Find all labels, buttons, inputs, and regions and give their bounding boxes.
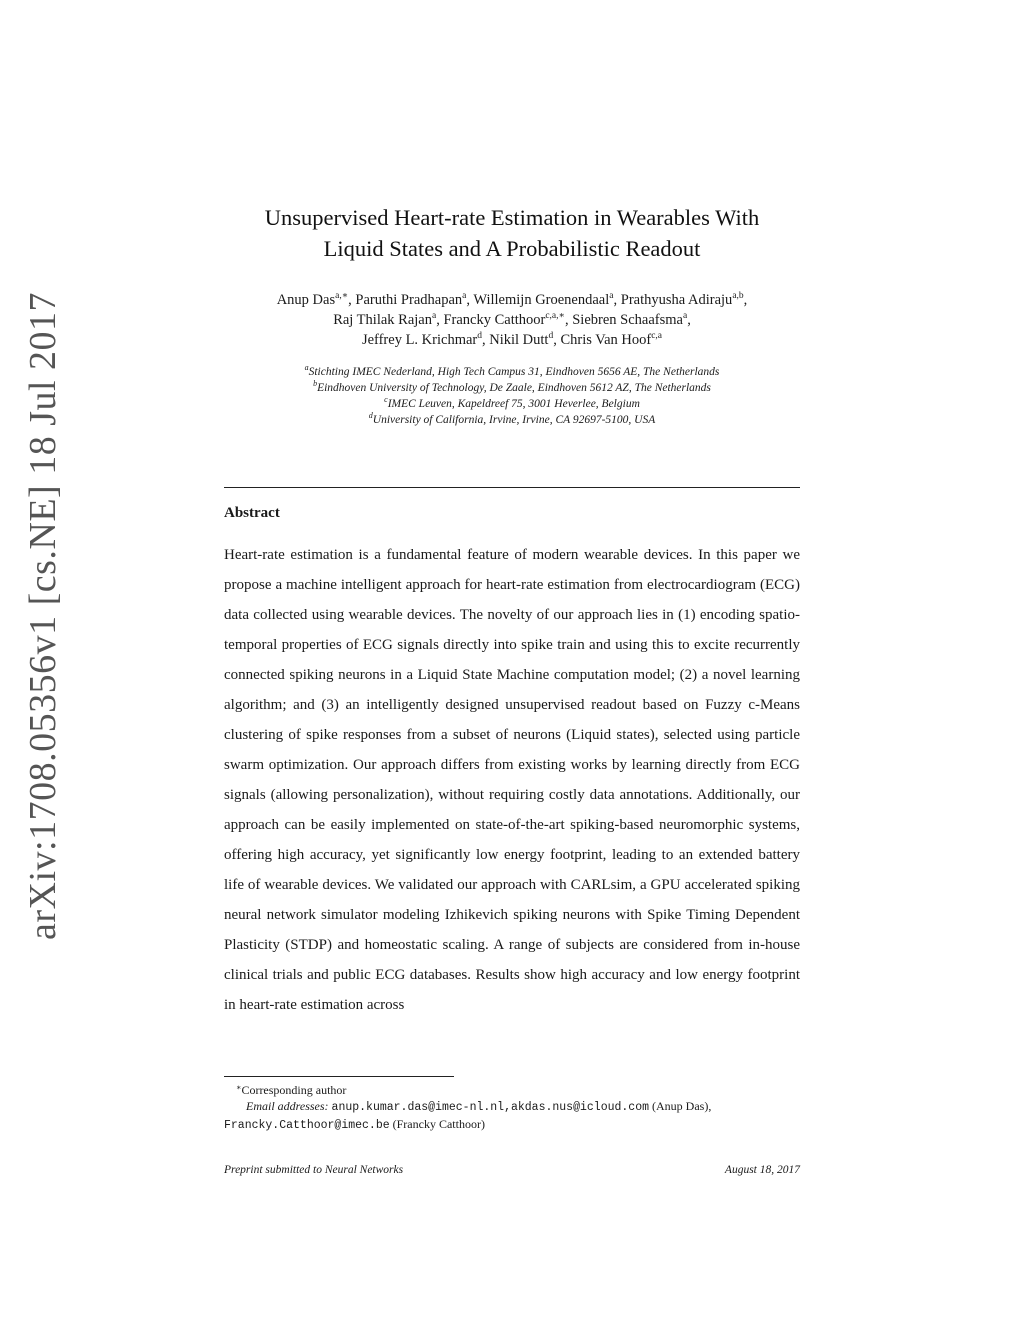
- author-name: Anup Das: [276, 292, 336, 308]
- footnote-rule: [224, 1076, 454, 1077]
- author-separator: ,: [687, 312, 691, 328]
- corresponding-text: Corresponding author: [241, 1083, 347, 1097]
- email-link-2[interactable]: Francky.Catthoor@imec.be: [224, 1119, 390, 1132]
- author-affiliation-mark: a: [609, 291, 614, 301]
- author-name: Willemijn Groenendaal: [473, 292, 610, 308]
- author-affiliation-mark: a: [431, 311, 437, 321]
- author-affiliation-mark: d: [477, 331, 482, 341]
- abstract-top-rule: [224, 487, 800, 488]
- author-affiliation-mark: d: [548, 331, 554, 341]
- author-name: Prathyusha Adiraju: [620, 292, 733, 308]
- author-separator: ,: [553, 332, 561, 348]
- affiliation-item: [224, 364, 800, 380]
- preprint-note: Preprint submitted to Neural Networks: [224, 1164, 404, 1176]
- preprint-date: August 18, 2017: [724, 1164, 800, 1176]
- corresponding-author-footnote: [236, 1082, 346, 1098]
- affiliation-mark: a: [304, 363, 309, 372]
- affiliation-mark: c: [384, 395, 388, 404]
- abstract-heading: Abstract: [224, 505, 280, 521]
- affiliation-text: IMEC Leuven, Kapeldreef 75, 3001 Heverlee, Belgium: [387, 398, 640, 410]
- author-affiliation-mark: c,a,∗: [545, 311, 565, 321]
- paper-title: [224, 202, 800, 264]
- author-separator: ,: [743, 292, 748, 308]
- author-name: Francky Catthoor: [443, 312, 546, 328]
- email-label: Email addresses:: [246, 1099, 329, 1113]
- affiliation-text: University of California, Irvine, Irvine, CA 92697-5100, USA: [372, 414, 656, 426]
- author-line-2: [204, 310, 820, 330]
- affiliation-item: [224, 412, 800, 428]
- author-line-1: [204, 290, 820, 310]
- author-separator: ,: [564, 312, 573, 328]
- author-separator: ,: [436, 312, 444, 328]
- author-affiliation-mark: a: [462, 291, 467, 301]
- author-separator: ,: [613, 292, 621, 308]
- author-name: Nikil Dutt: [489, 332, 549, 348]
- author-name: Siebren Schaafsma: [572, 312, 683, 328]
- author-separator: ,: [481, 332, 490, 348]
- author-separator: ,: [466, 292, 474, 308]
- author-name: Paruthi Pradhapan: [355, 292, 463, 308]
- abstract-body: Heart-rate estimation is a fundamental feature of modern wearable devices. In this paper we propose a machine intelligent approach for heart-rate estimation from electrocardiogram (ECG) data collected using wearable devices. The novelty of our approach lies in (1) encoding spatio-temporal properties of ECG signals directly into spike train and using this to excite recurrently connected spiking neurons in a Liquid State Machine computation model; (2) a novel learning algorithm; and (3) an intelligently designed unsupervised readout based on Fuzzy c-Means clustering of spike responses from a subset of neurons (Liquid states), selected using particle swarm optimization. Our approach differs from existing works by learning directly from ECG signals (allowing personalization), without requiring costly data annotations. Additionally, our approach can be easily implemented on state-of-the-art spiking-based neuromorphic systems, offering high accuracy, yet significantly low energy footprint, leading to an extended battery life of wearable devices. We validated our approach with CARLsim, a GPU accelerated spiking neural network simulator modeling Izhikevich spiking neurons with Spike Timing Dependent Plasticity (STDP) and homeostatic scaling. A range of subjects are considered from in-house clinical trials and public ECG databases. Results show high accuracy and low energy footprint in heart-rate estimation across: [224, 547, 800, 1013]
- affiliation-text: Eindhoven University of Technology, De Zaale, Eindhoven 5612 AZ, The Netherlands: [317, 382, 711, 394]
- affiliation-mark: b: [313, 379, 318, 388]
- affiliation-text: Stichting IMEC Nederland, High Tech Campus 31, Eindhoven 5656 AE, The Netherlands: [308, 366, 720, 378]
- affiliation-list: [224, 364, 800, 428]
- affiliation-mark: d: [368, 411, 373, 420]
- author-name: Chris Van Hoof: [560, 332, 652, 348]
- author-name: Jeffrey L. Krichmar: [361, 332, 478, 348]
- affiliation-item: [224, 380, 800, 396]
- title-line-2: Liquid States and A Probabilistic Readout: [323, 236, 701, 261]
- author-affiliation-mark: a,b: [732, 291, 744, 301]
- author-list: [204, 290, 820, 350]
- email-owner-2: (Francky Catthoor): [392, 1117, 485, 1131]
- email-footnote: [224, 1098, 800, 1134]
- author-affiliation-mark: c,a: [651, 331, 663, 341]
- corresponding-mark: ∗: [236, 1083, 242, 1092]
- author-affiliation-mark: a,∗: [335, 291, 349, 301]
- arxiv-identifier: arXiv:1708.05356v1 [cs.NE] 18 Jul 2017: [22, 291, 64, 940]
- author-affiliation-mark: a: [682, 311, 688, 321]
- author-separator: ,: [348, 292, 356, 308]
- affiliation-item: [224, 396, 800, 412]
- title-line-1: Unsupervised Heart-rate Estimation in Wearables With: [264, 205, 760, 230]
- email-link-1[interactable]: anup.kumar.das@imec-nl.nl,akdas.nus@icloud.com: [331, 1101, 649, 1114]
- email-owner-1: (Anup Das),: [652, 1099, 712, 1113]
- author-line-3: [204, 330, 820, 350]
- author-name: Raj Thilak Rajan: [333, 312, 432, 328]
